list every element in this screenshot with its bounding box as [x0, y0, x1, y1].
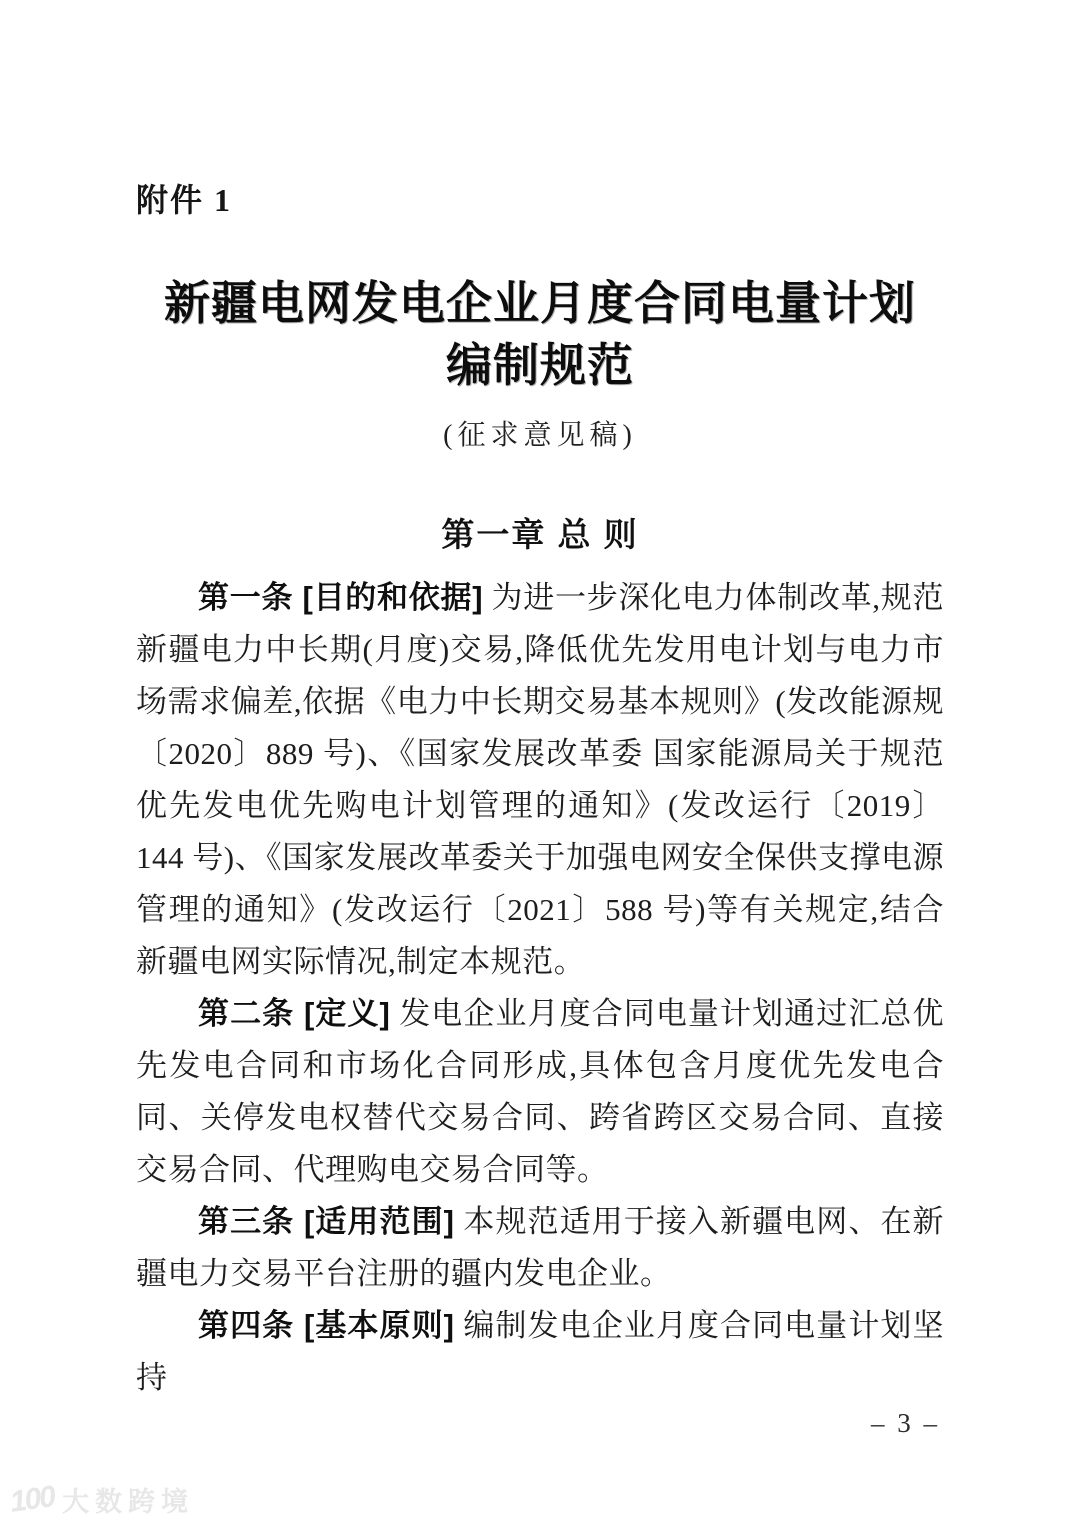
attachment-label: 附件 1: [136, 182, 233, 218]
watermark-logo-icon: 100: [7, 1479, 57, 1519]
watermark: [7, 1479, 195, 1519]
watermark-text: 大数跨境: [62, 1487, 195, 1517]
article-2-text: 发电企业月度合同电量计划通过汇总优先发电合同和市场化合同形成,具体包含月度优先发电合同、关停发电权替代交易合同、跨省跨区交易合同、直接交易合同、代理购电交易合同等。: [136, 996, 945, 1187]
document-title: [136, 273, 944, 397]
article-3-lead: 第三条 [适用范围]: [198, 1204, 455, 1239]
page-number: – 3 –: [871, 1408, 940, 1438]
article-1: [136, 572, 944, 988]
article-4-text: 编制发电企业月度合同电量计划坚持: [136, 1308, 945, 1395]
document-subtitle: (征求意见稿): [443, 420, 637, 451]
article-2: [136, 988, 944, 1196]
article-3: [136, 1196, 944, 1300]
article-2-lead: 第二条 [定义]: [198, 996, 391, 1031]
document-title-line1: 新疆电网发电企业月度合同电量计划: [164, 278, 916, 329]
document-body: [136, 572, 944, 1404]
article-1-text: 为进一步深化电力体制改革,规范新疆电力中长期(月度)交易,降低优先发用电计划与电力市场需求偏差,依据《电力中长期交易基本规则》(发改能源规〔2020〕889 号)、《国家发展改革委 国家能源局关于规范优先发电优先购电计划管理的通知》(发改运行〔2019〕144 号)、《国家发展改革委关于加强电网安全保供支撑电源管理的通知》(发改运行〔2021〕588 号)等有关规定,结合新疆电网实际情况,制定本规范。: [136, 580, 945, 979]
article-4-lead: 第四条 [基本原则]: [198, 1308, 455, 1343]
chapter-heading: 第一章 总 则: [441, 516, 639, 553]
article-4: [136, 1300, 944, 1404]
article-3-text: 本规范适用于接入新疆电网、在新疆电力交易平台注册的疆内发电企业。: [136, 1204, 945, 1291]
article-1-lead: 第一条 [目的和依据]: [198, 580, 484, 615]
document-title-line2: 编制规范: [446, 340, 634, 391]
